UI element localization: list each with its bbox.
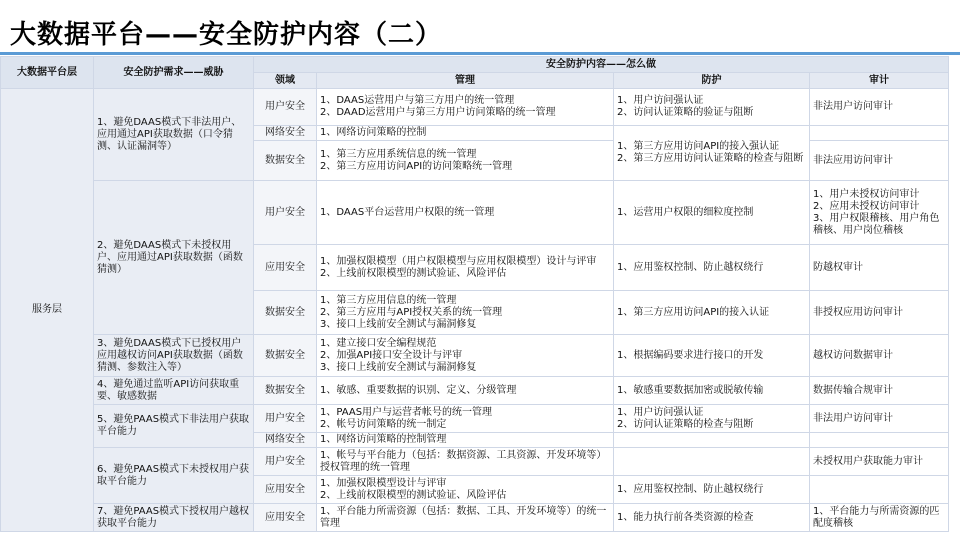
header-need: 安全防护需求——威胁	[94, 57, 254, 89]
need-cell: 1、避免DAAS模式下非法用户、应用通过API获取数据（口令猜测、认证漏洞等）	[94, 89, 254, 181]
need-cell: 6、避免PAAS模式下未授权用户获取平台能力	[94, 448, 254, 504]
audit-cell	[810, 476, 949, 504]
audit-cell: 未授权用户获取能力审计	[810, 448, 949, 476]
manage-cell: 1、DAAS平台运营用户权限的统一管理	[317, 181, 614, 245]
manage-cell: 1、平台能力所需资源（包括：数据、工具、开发环境等）的统一管理	[317, 504, 614, 532]
page-title: 大数据平台——安全防护内容（二）	[10, 20, 443, 50]
security-table	[0, 56, 949, 532]
protect-cell: 1、第三方应用访问API的接入认证	[614, 291, 810, 335]
manage-cell: 1、网络访问策略的控制	[317, 126, 614, 141]
audit-cell: 非法应用访问审计	[810, 141, 949, 181]
domain-cell: 应用安全	[254, 476, 317, 504]
domain-cell: 用户安全	[254, 181, 317, 245]
domain-cell: 用户安全	[254, 89, 317, 126]
audit-cell: 1、用户未授权访问审计 2、应用未授权访问审计 3、用户权限稽核、用户角色稽核、用户岗位稽核	[810, 181, 949, 245]
domain-cell: 数据安全	[254, 377, 317, 405]
protect-cell: 1、用户访问强认证 2、访问认证策略的检查与阻断	[614, 405, 810, 433]
audit-cell: 数据传输合规审计	[810, 377, 949, 405]
header-domain: 领域	[254, 73, 317, 89]
manage-cell: 1、加强权限模型设计与评审 2、上线前权限模型的测试验证、风险评估	[317, 476, 614, 504]
need-cell: 2、避免DAAS模式下未授权用户、应用通过API获取数据（函数猜测）	[94, 181, 254, 335]
manage-cell: 1、建立接口安全编程规范 2、加强API接口安全设计与评审 3、接口上线前安全测试与漏洞修复	[317, 335, 614, 377]
layer-cell: 服务层	[1, 89, 94, 532]
header-audit: 审计	[810, 73, 949, 89]
header-layer: 大数据平台层	[1, 57, 94, 89]
domain-cell: 数据安全	[254, 291, 317, 335]
domain-cell: 网络安全	[254, 126, 317, 141]
manage-cell: 1、帐号与平台能力（包括：数据资源、工具资源、开发环境等）授权管理的统一管理	[317, 448, 614, 476]
protect-cell: 1、根据编码要求进行接口的开发	[614, 335, 810, 377]
protect-cell: 1、应用鉴权控制、防止越权绕行	[614, 245, 810, 291]
manage-cell: 1、加强权限模型（用户权限模型与应用权限模型）设计与评审 2、上线前权限模型的测试验证、风险评估	[317, 245, 614, 291]
manage-cell: 1、敏感、重要数据的识别、定义、分级管理	[317, 377, 614, 405]
protect-cell	[614, 448, 810, 476]
domain-cell: 应用安全	[254, 504, 317, 532]
domain-cell: 用户安全	[254, 448, 317, 476]
audit-cell	[810, 126, 949, 141]
manage-cell: 1、PAAS用户与运营者帐号的统一管理 2、帐号访问策略的统一制定	[317, 405, 614, 433]
table-row	[1, 377, 949, 405]
protect-cell: 1、用户访问强认证 2、访问认证策略的验证与阻断	[614, 89, 810, 126]
domain-cell: 用户安全	[254, 405, 317, 433]
title-underline	[0, 52, 960, 55]
table-row	[1, 89, 949, 126]
protect-cell: 1、运营用户权限的细粒度控制	[614, 181, 810, 245]
table-row	[1, 504, 949, 532]
need-cell: 4、避免通过监听API访问获取重要、敏感数据	[94, 377, 254, 405]
protect-cell	[614, 433, 810, 448]
audit-cell: 越权访问数据审计	[810, 335, 949, 377]
protect-cell: 1、敏感重要数据加密或脱敏传输	[614, 377, 810, 405]
manage-cell: 1、DAAS运营用户与第三方用户的统一管理 2、DAAD运营用户与第三方用户访问策略的统一管理	[317, 89, 614, 126]
protect-cell: 1、第三方应用访问API的接入强认证 2、第三方应用访问认证策略的检查与阻断	[614, 126, 810, 181]
table-row	[1, 448, 949, 476]
domain-cell: 数据安全	[254, 335, 317, 377]
domain-cell: 网络安全	[254, 433, 317, 448]
domain-cell: 应用安全	[254, 245, 317, 291]
audit-cell: 非法用户访问审计	[810, 89, 949, 126]
need-cell: 5、避免PAAS模式下非法用户获取平台能力	[94, 405, 254, 448]
table-row	[1, 405, 949, 433]
audit-cell: 1、平台能力与所需资源的匹配度稽核	[810, 504, 949, 532]
manage-cell: 1、第三方应用系统信息的统一管理 2、第三方应用访问API的访问策略统一管理	[317, 141, 614, 181]
protect-cell: 1、能力执行前各类资源的检查	[614, 504, 810, 532]
header-how: 安全防护内容——怎么做	[254, 57, 949, 73]
table-row	[1, 181, 949, 245]
domain-cell: 数据安全	[254, 141, 317, 181]
audit-cell	[810, 433, 949, 448]
manage-cell: 1、第三方应用信息的统一管理 2、第三方应用与API授权关系的统一管理 3、接口上线前安全测试与漏洞修复	[317, 291, 614, 335]
protect-cell: 1、应用鉴权控制、防止越权绕行	[614, 476, 810, 504]
audit-cell: 非授权应用访问审计	[810, 291, 949, 335]
header-protect: 防护	[614, 73, 810, 89]
audit-cell: 非法用户访问审计	[810, 405, 949, 433]
table-row	[1, 335, 949, 377]
manage-cell: 1、网络访问策略的控制管理	[317, 433, 614, 448]
need-cell: 7、避免PAAS模式下授权用户越权获取平台能力	[94, 504, 254, 532]
header-manage: 管理	[317, 73, 614, 89]
audit-cell: 防越权审计	[810, 245, 949, 291]
need-cell: 3、避免DAAS模式下已授权用户应用越权访问API获取数据（函数猜测、参数注入等）	[94, 335, 254, 377]
